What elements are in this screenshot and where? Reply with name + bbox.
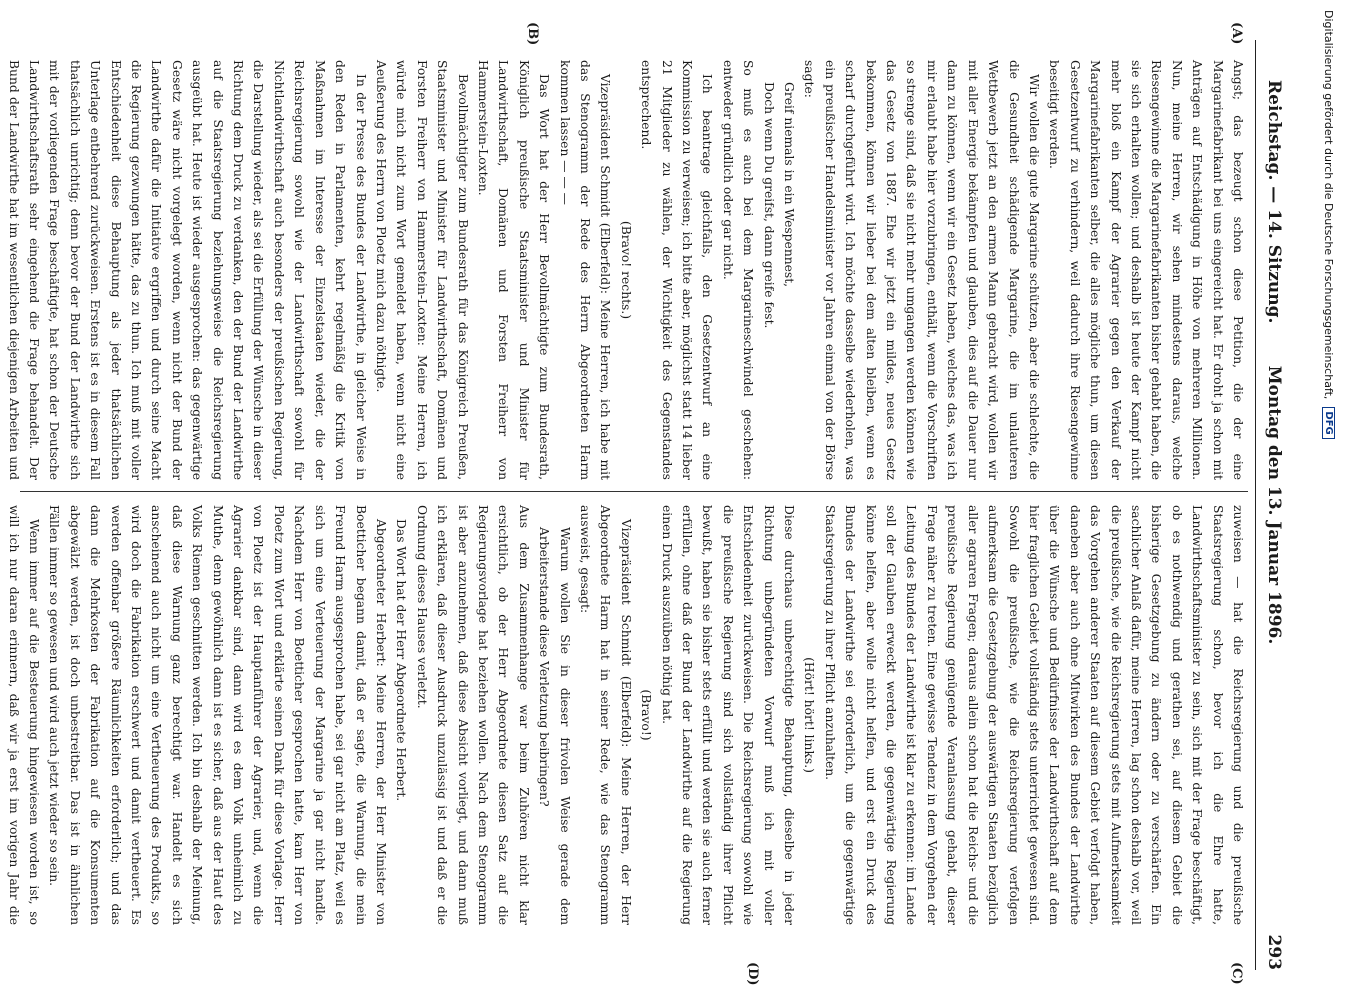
header-date: Montag den 13. Januar 1896. (1264, 365, 1284, 645)
paragraph: Ich beantrage gleichfalls, den Gesetzentwurf an eine Kommission zu verweisen; ich bitte aber, möglichst statt 14 lieber 21 Mitglieder zu wählen, der Wichtigkeit des Gegenstandes entsprechend. (639, 60, 715, 480)
paragraph: Das Wort hat der Herr Bevollmächtigte zum Bundesrath, Königlich preußische Staatsminister und Minister für Landwirthschaft, Domänen und Forsten Freiherr von Hammerstein-Loxten. (475, 60, 552, 480)
right-column (0, 505, 1248, 925)
dfg-logo: DFG (1323, 407, 1336, 438)
header-rule (1255, 40, 1256, 970)
interjection: (Bravo!) (639, 689, 654, 741)
paragraph: Wir wollen die gute Margarine schützen, aber die schlechte, die die Gesundheit schädigende Margarine, die im unlauteren Wettbewerb jetzt an den armen Mann gebracht wird, wollen wir mit aller Energie bekämpfen und glauben, dies auf die Dauer nur dann zu können, wenn wir ein Gesetz haben, welches das, was ich mir erlaubt habe hier vorzubringen, enthält, wenn die Vorschriften so strenge sind, daß sie nicht mehr umgangen werden können wie das Gesetz von 1887. Ehe wir jetzt ein mildes, neues Gesetz bekommen, können wir lieber bei dem alten bleiben, wenn es scharf durchgeführt wird. Ich möchte dasselbe wiederholen, was ein preußischer Handelsminister vor Jahren einmal von der Börse sagte: (802, 60, 1041, 480)
header-page-number: 293 (1264, 934, 1284, 970)
margin-marker-c: (C) (1229, 962, 1244, 985)
margin-marker-a: (A) (1229, 22, 1244, 45)
paragraph: Aus dem Zusammenhange war beim Zuhören nicht klar ersichtlich, ob der Herr Abgeordnete diesen Satz auf die Regierungsvorlage hat beziehen wollen. Nach dem Stenogramm ist aber anzunehmen, daß diese Absicht vorliegt, und dann muß ich erklären, daß dieser Ausdruck unzulässig ist und daß er die Ordnung dieses Hauses verletzt. (414, 505, 531, 925)
paragraph: So muß es auch bei dem Margarineschwindel geschehen: entweder gründlich oder gar nicht. (720, 60, 756, 480)
paragraph: Wenn immer auf die Besteuerung hingewiesen worden ist, so will ich nur daran erinnern, daß wir ja erst im vorigen Jahr die (6, 505, 42, 925)
paragraph: Vizepräsident Schmidt (Elberfeld): Meine Herren, der Herr Abgeordnete Harm hat in seiner Rede, wie das Stenogramm ausweist, gesagt: (578, 505, 633, 925)
digitization-credit (1318, 10, 1340, 990)
paragraph: Greif niemals in ein Wespennest, (782, 82, 797, 288)
paragraph: Abgeordneter Herbert: Meine Herren, der Herr Minister von Boetticher begann damit, daß er sagte, die Warnung, die mein Freund Harm ausgesprochen habe, sei gar nicht am Platz, weil es sich um eine Verteuerung der Margarine ja gar nicht handle. Nachdem Herr von Boetticher gesprochen hatte, kam Herr von Ploetz zum Wort und erklärte seinen Dank für diese Vorlage. Herr von Ploetz ist der Hauptanführer der Agrarier, und, wenn die Agrarier dankbar sind, dann wird es dem Volk unheimlich zu Muthe, denn gewöhnlich dann ist es sicher, daß aus der Haut des Volks Riemen geschnitten werden. Ich bin deshalb der Meinung, daß diese Warnung ganz berechtigt war. Handelt es sich anscheinend auch nicht um eine Vertheuerung des Produkts, so wird doch die Fabrikation erschwert und damit vertheuert. Es werden offenbar größere Räumlichkeiten erforderlich; und das dann die Mehrkosten der Fabrikation auf die Konsumenten abgewälzt werden, ist doch unbestreitbar. Das ist in ähnlichen Fällen immer so gewesen und wird auch jetzt wieder so sein. (47, 505, 388, 925)
paragraph: zuweisen — hat die Reichsregierung und die preußische Staatsregierung schon, bevor ich die Ehre hatte, Landwirthschaftsminister zu sein, sich mit der Frage beschäftigt, ob es nothwendig und gerathen sei, auf diesem Gebiet die bisherige Gesetzgebung zu ändern oder zu verschärfen. Ein sachlicher Anlaß dafür, meine Herren, lag schon deshalb vor, weil die preußische, wie die Reichsregierung stets mit Aufmerksamkeit das Vorgehen anderer Staaten auf diesem Gebiet verfolgt haben, daneben aber auch ohne Mitwirken des Bundes der Landwirthe über die Wünsche und Bedürfnisse der Landwirthschaft auf dem hier fraglichen Gebiet vollständig stets unterrichtet gewesen sind. Sowohl die preußische, wie die Reichsregierung verfolgen aufmerksam die Gesetzgebung der auswärtigen Staaten bezüglich aller agraren Fragen; daraus allein schon hat die Reichs- und die preußische Regierung genügende Veranlassung gehabt, dieser Frage näher zu treten. Eine gewisse Tendenz in dem Vorgehen der Leitung des Bundes der Landwirthe ist klar zu erkennen: im Lande soll der Glauben erweckt werden, die gegenwärtige Regierung könne helfen, aber wolle nicht helfen, und erst ein Druck des Bundes der Landwirthe sei erforderlich, um die gegenwärtige Staatsregierung zu ihrer Pflicht anzuhalten. (822, 505, 1245, 925)
interjection: (Bravo! rechts.) (618, 220, 633, 320)
credit-text: Digitalisierung gefördert durch die Deutsche Forschungsgemeinschaft, (1322, 10, 1336, 400)
margin-marker-b: (B) (525, 22, 540, 46)
paragraph: Warum wollen Sie in dieser frivolen Weise gerade dem Arbeiterstande diese Verletzung beibringen? (537, 527, 572, 925)
paragraph: In der Presse des Bundes der Landwirthe, in gleicher Weise in den Reden in Parlamenten, kehrt regelmäßig die Kritik von Maßnahmen im Interesse der Einzelstaaten wieder, die der Reichsregierung sowohl wie der Landwirthschaft sowohl für Nichtlandwirthschaft auch besonders der preußischen Regierung, die Darstellung wieder, als sei die Erfüllung der Wünsche in dieser Richtung dem Druck zu verdanken, den der Bund der Landwirthe auf die Staatsregierung beziehungsweise die Reichsregierung ausgeübt hat. Heute ist wieder ausgesprochen: das gegenwärtige Gesetz wäre nicht vorgelegt worden, wenn nicht der Bund der Landwirthe dafür die Initiative ergriffen und durch seine Macht die Regierung gezwungen hätte, das zu thun. Ich muß mit voller Entschiedenheit diese Behauptung als jeder thatsächlichen Unterlage entbehrend zurückweisen. Erstens ist es in diesem Fall thatsächlich unrichtig; denn bevor der Bund der Landwirthe sich mit der vorliegenden Frage beschäftigte, hat schon der Deutsche Landwirthschaftsrath sehr eingehend die Frage behandelt. Der Bund der Landwirthe hat im wesentlichen diejenigen Arbeiten und (6, 60, 368, 480)
column-divider (20, 491, 1248, 492)
paragraph: Vizepräsident Schmidt (Elberfeld): Meine Herren, ich habe mit das Stenogramm der Rede des Herrn Abgeordneten Harm kommen lassen — — — (557, 60, 613, 480)
left-column (0, 60, 1248, 480)
paragraph: Das Wort hat der Herr Abgeordnete Herbert. (394, 519, 409, 802)
margin-marker-d: (D) (745, 962, 760, 986)
paragraph: Angst; das bezeugt schon diese Petition, die der eine Margarinefabrikant bei uns eingereicht hat. Er droht ja schon mit Anträgen auf Entschädigung in Höhe von mehreren Millionen. Nun, meine Herren, wir sehen mindestens daraus, welche Riesengewinne die Margarinefabrikanten bisher gehabt haben, die sie sich erhalten wollen; und deshalb ist heute der Kampf nicht mehr bloß ein Kampf der Agrarier gegen den Verkauf der Margarinefabrikanten selber, die alles mögliche thun, um diesen Gesetzentwurf zu verhindern, weil dadurch ihre Riesengewinne beseitigt werden. (1047, 60, 1245, 480)
paragraph: Bevollmächtigter zum Bundesrath für das Königreich Preußen, Staatsminister und Minister für Landwirthschaft, Domänen und Forsten Freiherr von Hammerstein-Loxten: Meine Herren, ich würde mich nicht zum Wort gemeldet haben, wenn nicht eine Aeußerung des Herrn von Ploetz mich dazu nöthigte. (373, 60, 470, 480)
interjection: (Hört! hört! links.) (802, 657, 817, 773)
header-session: Reichstag. — 14. Sitzung. (1264, 80, 1284, 324)
running-head (1258, 40, 1288, 970)
paragraph: Diese durchaus unberechtigte Behauptung, dieselbe in jeder Richtung unbegründeten Vorwurf muß ich mit voller Entschiedenheit zurückweisen. Die Reichsregierung sowohl wie die preußische Regierung sind sich vollständig ihrer Pflicht bewußt, haben sie bisher stets erfüllt und werden sie auch ferner erfüllen, ohne daß der Bund der Landwirthe auf die Regierung einen Druck auszuüben nöthig hat. (659, 505, 797, 925)
paragraph: Doch wenn Du greifst, dann greife fest. (761, 82, 776, 329)
